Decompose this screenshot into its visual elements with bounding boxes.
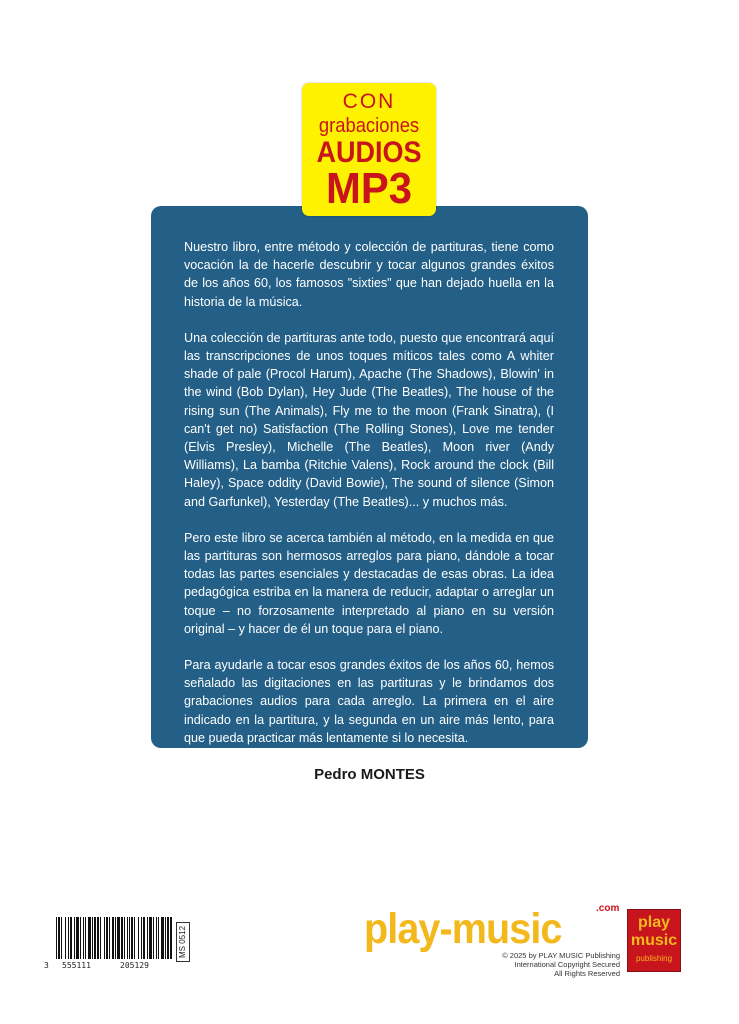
barcode-bar: [167, 917, 169, 959]
copyright-line-1: © 2025 by PLAY MUSIC Publishing: [502, 951, 620, 960]
description-paragraph-1: Nuestro libro, entre método y colección de partituras, tiene como vocación la de hacerle descubrir y tocar algunos grandes éxitos de los años 60, los famosos "sixties" que han dejado huella en la historia de la música.: [184, 240, 554, 309]
barcode-bars: [56, 917, 174, 959]
barcode-bar: [141, 917, 142, 959]
barcode-bar: [70, 917, 72, 959]
barcode-bar: [165, 917, 166, 959]
barcode-bar: [149, 917, 152, 959]
barcode-bar: [56, 917, 57, 959]
barcode: [44, 917, 184, 972]
barcode-bar: [138, 917, 139, 959]
barcode-bar: [127, 917, 128, 959]
barcode-bar: [112, 917, 114, 959]
barcode-bar: [74, 917, 75, 959]
copyright-line-2: International Copyright Secured: [514, 960, 620, 969]
author-name: Pedro MONTES: [314, 766, 425, 783]
barcode-bar: [106, 917, 108, 959]
barcode-bar: [156, 917, 157, 959]
barcode-bar: [100, 917, 101, 959]
badge-line-con: CON: [342, 90, 396, 113]
barcode-bar: [153, 917, 154, 959]
barcode-bar: [117, 917, 120, 959]
barcode-digit-first: 3: [44, 961, 49, 970]
play-music-publishing-logo: [627, 909, 681, 972]
barcode-bar: [109, 917, 110, 959]
copyright-line-3: All Rights Reserved: [554, 969, 620, 978]
barcode-bar: [143, 917, 145, 959]
description-text: [184, 238, 554, 765]
barcode-bar: [88, 917, 91, 959]
barcode-bar: [68, 917, 69, 959]
barcode-bar: [76, 917, 79, 959]
barcode-bar: [61, 917, 62, 959]
logo-box-line-2: music: [630, 932, 678, 949]
copyright-notice: [420, 951, 620, 978]
barcode-group-1: 555111: [62, 961, 91, 970]
barcode-bar: [92, 917, 93, 959]
logo-box-line-1: play: [637, 914, 670, 931]
barcode-bar: [134, 917, 135, 959]
barcode-bar: [58, 917, 60, 959]
barcode-bar: [170, 917, 172, 959]
barcode-bar: [158, 917, 159, 959]
barcode-bar: [97, 917, 99, 959]
barcode-group-2: 205129: [120, 961, 149, 970]
play-music-logo-suffix: .com: [596, 903, 620, 914]
description-paragraph-3: Pero este libro se acerca también al método, en la medida en que las partituras son hermosos arreglos para piano, dándole a tocar todas las partes esenciales y destacadas de esas obras. La idea pedagógica estriba en la manera de reducir, adaptar o arreglar un toque – no forzosamente interpretado al piano en su versión original – y hacer de él un toque para el piano.: [184, 530, 554, 636]
barcode-bar: [80, 917, 81, 959]
barcode-bar: [104, 917, 105, 959]
barcode-bar: [147, 917, 148, 959]
badge-line-grabaciones: grabaciones: [318, 115, 420, 137]
barcode-bar: [115, 917, 116, 959]
description-paragraph-2: Una colección de partituras ante todo, puesto que encontrará aquí las transcripciones de unos toques míticos tales como A whiter shade of pale (Procol Harum), Apache (The Shadows), Blowin' in the wind (Bob Dylan), Hey Jude (The Beatles), The house of the rising sun (The Animals), Fly me to the moon (Frank Sinatra), (I can't get no) Satisfaction (The Rolling Stones), Love me tender (Elvis Presley), Michelle (The Beatles), Moon river (Andy Williams), La bamba (Ritchie Valens), Rock around the clock (Bill Haley), Space oddity (David Bowie), The sound of silence (Simon and Garfunkel), Yesterday (The Beatles)... y muchos más.: [184, 330, 554, 509]
logo-box-line-3: publishing: [635, 954, 673, 963]
audio-mp3-badge: [302, 83, 436, 216]
barcode-bar: [124, 917, 125, 959]
barcode-bar: [161, 917, 164, 959]
barcode-bar: [94, 917, 96, 959]
play-music-logo-text: play-music: [364, 905, 562, 953]
barcode-bar: [129, 917, 130, 959]
barcode-bar: [131, 917, 133, 959]
barcode-bar: [85, 917, 86, 959]
barcode-bar: [83, 917, 84, 959]
barcode-bar: [65, 917, 66, 959]
catalog-code: MS 0512: [176, 922, 190, 962]
badge-line-audios: AUDIOS: [316, 136, 422, 169]
barcode-bar: [121, 917, 123, 959]
description-paragraph-4: Para ayudarle a tocar esos grandes éxitos de los años 60, hemos señalado las digitaciones en las partituras y le brindamos dos grabaciones audios para cada arreglo. La primera en el aire indicado en la partitura, y la segunda en un aire más lento, para que pueda practicar más lentamente si lo necesita.: [184, 658, 554, 745]
badge-line-mp3: MP3: [326, 164, 412, 213]
